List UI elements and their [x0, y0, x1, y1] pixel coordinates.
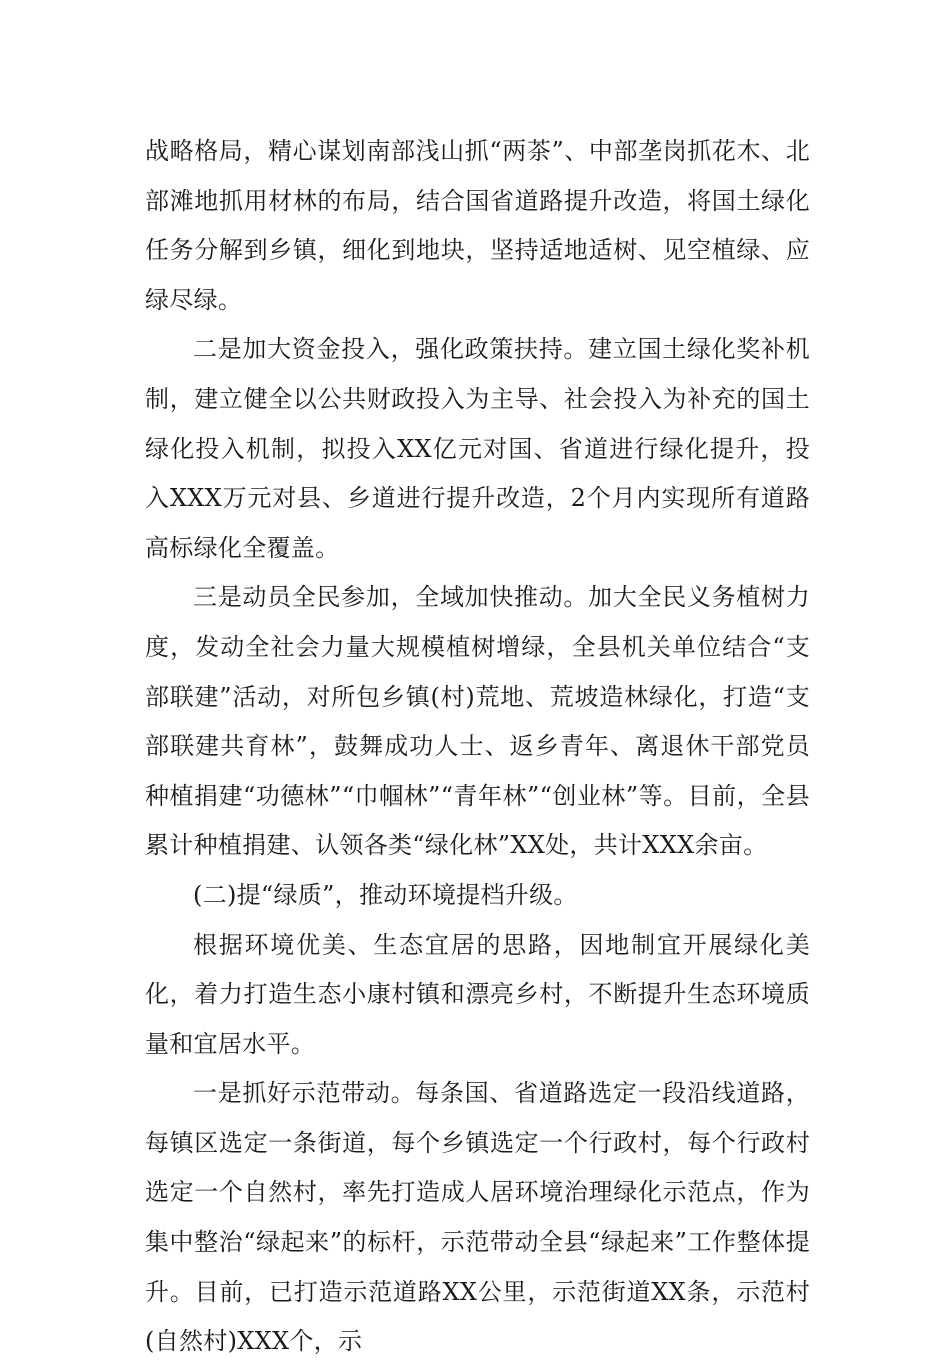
paragraph-funding: 二是加大资金投入，强化政策扶持。建立国土绿化奖补机制，建立健全以公共财政投入为主导、社会投入为补充的国土绿化投入机制，拟投入XX亿元对国、省道进行绿化提升，投入XXX万元对县、乡道进行提升改造，2个月内实现所有道路高标绿化全覆盖。 — [145, 335, 810, 562]
paragraph-demonstration: 一是抓好示范带动。每条国、省道路选定一段沿线道路，每镇区选定一条街道，每个乡镇选定一个行政村，每个行政村选定一个自然村，率先打造成人居环境治理绿化示范点，作为集中整治“绿起来”的标杆，示范带动全县“绿起来”工作整体提升。目前，已打造示范道路XX公里，示范街道XX条，示范村(自然村)XXX个，示 — [145, 1079, 810, 1356]
paragraph-environment: 根据环境优美、生态宜居的思路，因地制宜开展绿化美化，着力打造生态小康村镇和漂亮乡村，不断提升生态环境质量和宜居水平。 — [145, 930, 810, 1058]
section-heading: (二)提“绿质”，推动环境提档升级。 — [193, 880, 578, 909]
paragraph-mobilization: 三是动员全民参加，全域加快推动。加大全民义务植树力度，发动全社会力量大规模植树增绿，全县机关单位结合“支部联建”活动，对所包乡镇(村)荒地、荒坡造林绿化，打造“支部联建共育林”，鼓舞成功人士、返乡青年、离退休干部党员种植捐建“功德林”“巾帼林”“青年林”“创业林”等。目前，全县累计种植捐建、认领各类“绿化林”XX处，共计XXX余亩。 — [145, 583, 810, 860]
document-body — [145, 127, 810, 1367]
paragraph-continuation: 战略格局，精心谋划南部浅山抓“两茶”、中部垄岗抓花木、北部滩地抓用材林的布局，结合国省道路提升改造，将国土绿化任务分解到乡镇，细化到地块，坚持适地适树、见空植绿、应绿尽绿。 — [145, 137, 810, 314]
